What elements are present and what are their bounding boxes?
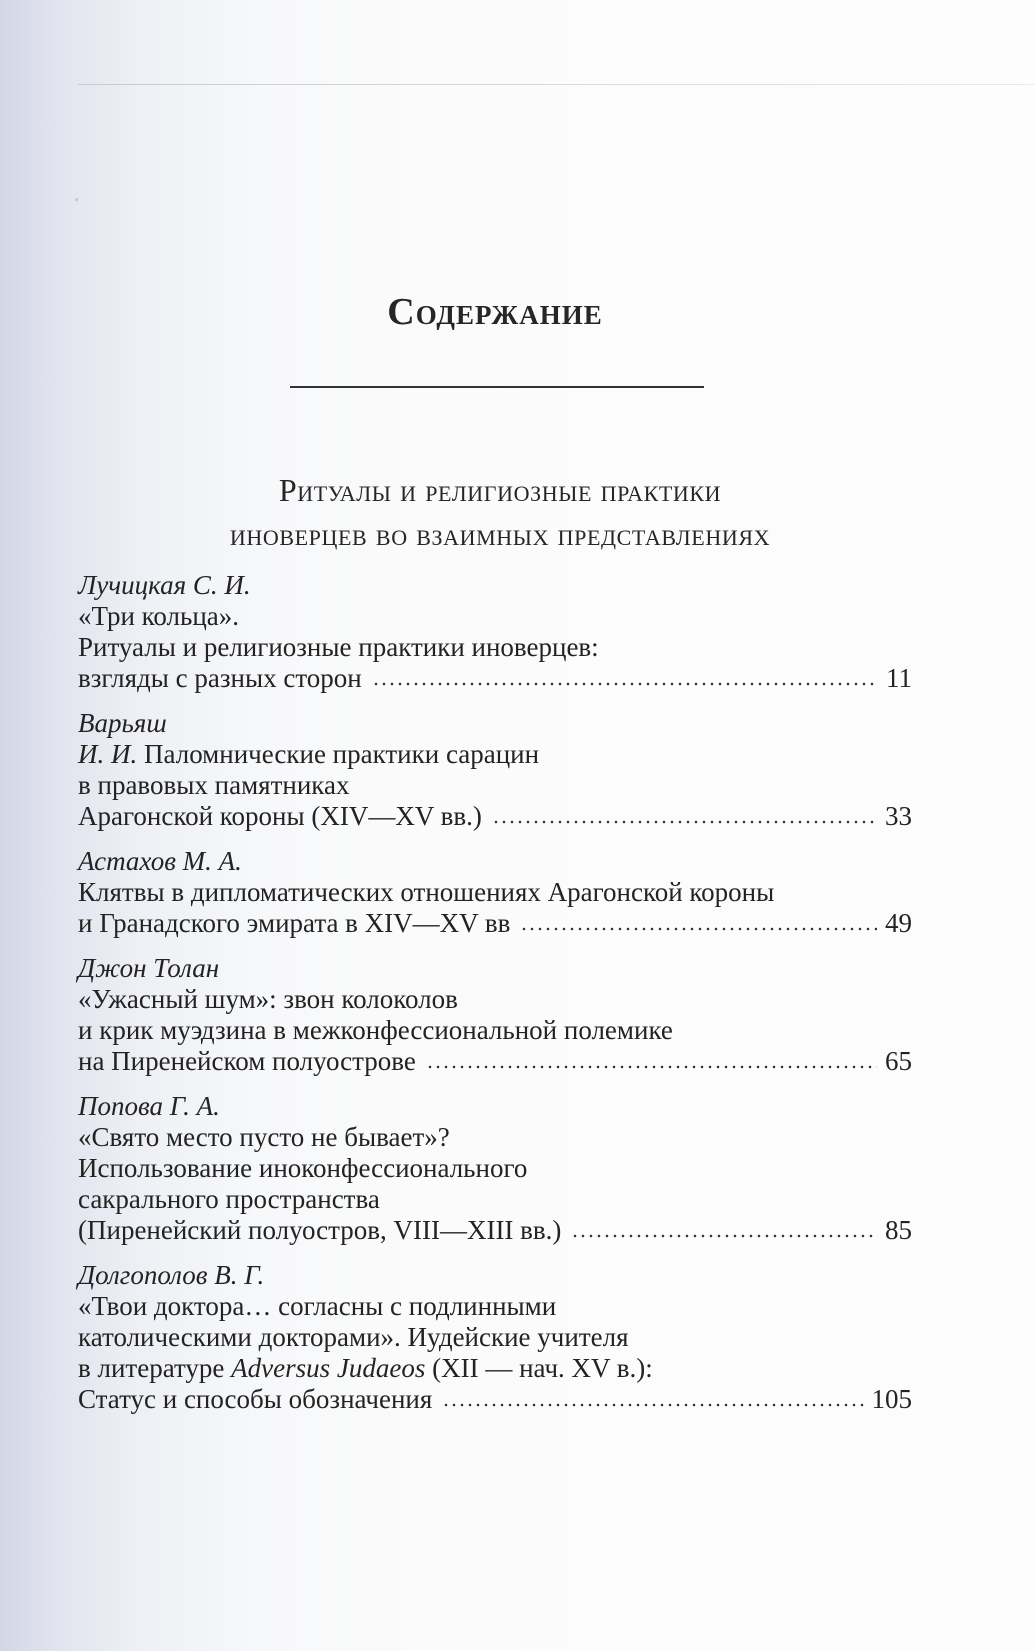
entry-title-line: на Пиренейском полуострове <box>78 1046 416 1076</box>
section-title <box>0 468 1000 556</box>
toc-entry[interactable] <box>78 570 912 694</box>
top-rule <box>78 84 1035 85</box>
bleed-through-text: . <box>74 178 81 207</box>
entry-author-initials: И. И. <box>78 739 138 769</box>
dot-leader <box>426 1064 877 1070</box>
entry-author: Лучицкая С. И. <box>78 570 251 600</box>
entry-title-line: (Пиренейский полуостров, VIII—XIII вв.) <box>78 1215 562 1245</box>
entry-title-line: Использование иноконфессионального <box>78 1153 528 1183</box>
dot-leader <box>571 1233 877 1239</box>
entry-title-line: Ритуалы и религиозные практики иноверцев: <box>78 632 599 662</box>
entry-page-number: 85 <box>885 1215 912 1245</box>
dot-leader <box>442 1402 863 1408</box>
entry-leader-line <box>78 801 912 832</box>
entry-author: Варьяш <box>78 708 167 738</box>
entry-title-line: «Три кольца». <box>78 601 240 631</box>
toc-entry[interactable] <box>78 1091 912 1246</box>
heading-divider <box>290 386 704 388</box>
entry-title-line: в правовых памятниках <box>78 770 350 800</box>
entry-title-text: (XII — нач. XV в.): <box>425 1353 653 1383</box>
entry-leader-line <box>78 908 912 939</box>
entry-title-line: «Твои доктора… согласны с подлинными <box>78 1291 557 1321</box>
dot-leader <box>492 819 877 825</box>
entry-leader-line <box>78 1215 912 1246</box>
toc-entry[interactable] <box>78 708 912 832</box>
toc-entries <box>78 570 912 1429</box>
section-title-line-2: иноверцев во взаимных представлениях <box>229 516 771 552</box>
entry-page-number: 105 <box>871 1384 912 1414</box>
entry-title-line: «Свято место пусто не бывает»? <box>78 1122 450 1152</box>
entry-author: Астахов М. А. <box>78 846 242 876</box>
entry-page-number: 65 <box>885 1046 912 1076</box>
section-title-line-1: Ритуалы и религиозные практики <box>278 472 722 508</box>
entry-leader-line <box>78 663 912 694</box>
entry-title-line: «Ужасный шум»: звон колоколов <box>78 984 458 1014</box>
toc-entry[interactable] <box>78 953 912 1077</box>
entry-title-italic: Adversus Judaeos <box>231 1353 426 1383</box>
entry-author: Джон Толан <box>78 953 220 983</box>
toc-entry[interactable] <box>78 846 912 939</box>
entry-title-line: и крик муэдзина в межконфессиональной полемике <box>78 1015 673 1045</box>
entry-title-line: Статус и способы обозначения <box>78 1384 433 1414</box>
entry-title-text: в литературе <box>78 1353 232 1383</box>
entry-title-line: сакрального пространства <box>78 1184 380 1214</box>
entry-author: Долгополов В. Г. <box>78 1260 265 1290</box>
entry-title-line: Арагонской короны (XIV—XV вв.) <box>78 801 482 831</box>
dot-leader <box>520 926 877 932</box>
entry-author: Попова Г. А. <box>78 1091 220 1121</box>
toc-entry[interactable] <box>78 1260 912 1415</box>
entry-leader-line <box>78 1384 912 1415</box>
entry-title-line: и Гранадского эмирата в XIV—XV вв <box>78 908 511 938</box>
entry-title-line: взгляды с разных сторон <box>78 663 362 693</box>
entry-title-text: Паломнические практики сарацин <box>137 739 540 769</box>
entry-page-number: 49 <box>885 908 912 938</box>
entry-title-line <box>78 1353 912 1384</box>
entry-page-number: 33 <box>885 801 912 831</box>
entry-title-line: Клятвы в дипломатических отношениях Арагонской короны <box>78 877 775 907</box>
entry-title-line <box>78 739 912 770</box>
entry-leader-line <box>78 1046 912 1077</box>
entry-title-line: католическими докторами». Иудейские учителя <box>78 1322 629 1352</box>
page-title: Содержание <box>387 291 603 333</box>
dot-leader <box>372 681 878 687</box>
entry-page-number: 11 <box>886 663 912 693</box>
